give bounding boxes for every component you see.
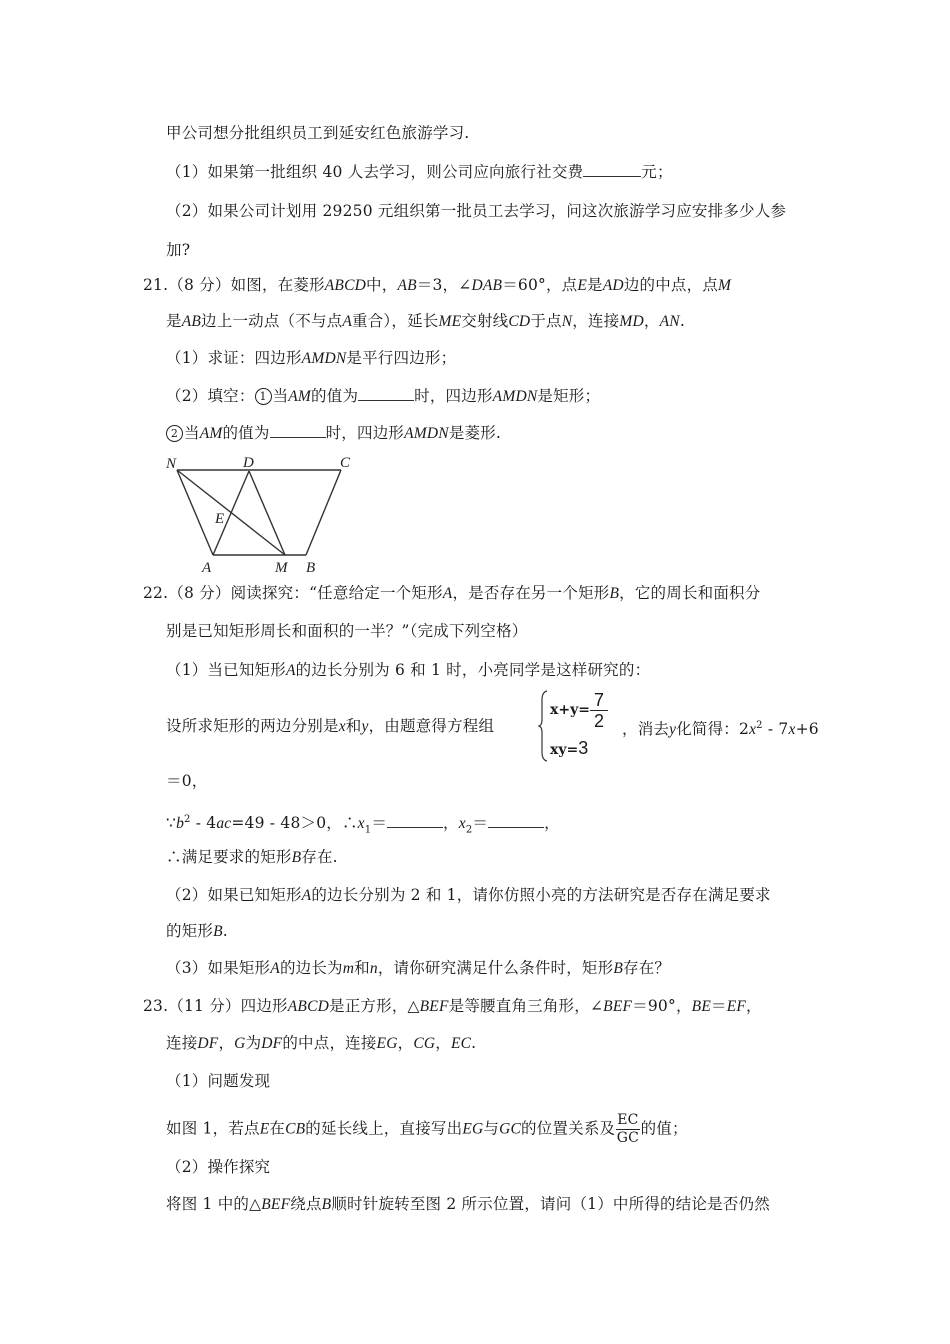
equation-1-lhs: x+y= (550, 702, 590, 718)
text: 是 (166, 312, 182, 330)
text: ＝ (711, 997, 727, 1015)
text: ， (443, 814, 459, 833)
text: 边的中点，点 (623, 276, 719, 294)
text: =49 - 48＞0，∴ (231, 814, 358, 833)
math-var: G (234, 1035, 246, 1052)
math-var: AM (288, 388, 312, 405)
text: 和 (354, 959, 370, 977)
text: ， (397, 1034, 414, 1052)
text: 是矩形； (537, 387, 601, 405)
math-var: AN (659, 313, 680, 330)
text: 是菱形. (448, 424, 502, 442)
text: 如图 1，若点 (166, 1119, 260, 1138)
text: 的边长分别为 6 和 1 时，小亮同学是这样研究的： (295, 661, 651, 679)
text: 时，四边形 (414, 387, 493, 405)
text: 的值为 (222, 424, 270, 442)
math-var: A (342, 313, 353, 330)
answer-blank-x2[interactable] (488, 813, 544, 828)
text: 的延长线上，直接写出 (305, 1119, 463, 1138)
text: ，请你研究满足什么条件时，矩形 (377, 959, 614, 977)
text: 重合），延长 (352, 312, 439, 330)
math-var: y (669, 721, 677, 739)
math-var: ac (216, 815, 232, 833)
label-C: C (340, 455, 351, 471)
text: ，连接 (572, 312, 620, 330)
math-var: m (342, 960, 355, 977)
equation-system (538, 690, 618, 762)
label-B: B (306, 560, 316, 575)
text: 是等腰直角三角形，∠ (448, 997, 604, 1015)
text: ∴满足要求的矩形 (166, 848, 292, 866)
text: 阅读探究：“任意给定一个矩形 (230, 584, 443, 602)
math-var: b (176, 815, 185, 833)
q23-section1-text (166, 1112, 688, 1147)
text: 是 (587, 276, 603, 294)
math-var: DF (261, 1035, 283, 1052)
math-var: B (321, 1196, 332, 1213)
text: 当 (272, 387, 289, 405)
math-var: E (259, 1120, 270, 1138)
text: 设所求矩形的两边分别是 (166, 717, 339, 735)
q22-discriminant (166, 810, 560, 840)
question-number: 23. (143, 997, 169, 1015)
label-N: N (166, 456, 177, 472)
fraction-denominator: 2 (593, 711, 604, 731)
equation-2-rhs: 3 (578, 738, 589, 758)
math-var: CG (413, 1035, 436, 1052)
math-var: B (609, 585, 620, 602)
answer-blank[interactable] (583, 162, 641, 177)
text: 和 (345, 717, 362, 735)
text: ， (643, 312, 660, 330)
q21-part2-b (166, 423, 501, 444)
q20-part1-unit: 元； (641, 163, 673, 181)
text: 当 (184, 424, 200, 442)
text: 时，四边形 (325, 424, 405, 442)
text: ，它的周长和面积分 (619, 584, 761, 602)
text: 的边长为 (279, 959, 343, 977)
text: 的值为 (311, 387, 359, 405)
question-score: （8 分） (168, 276, 231, 294)
text: ， (746, 997, 762, 1015)
fraction-denominator: GC (616, 1130, 640, 1146)
math-var: AB (181, 313, 202, 330)
text: 绕点 (290, 1195, 322, 1213)
label-D: D (243, 455, 254, 471)
math-var: y (361, 718, 369, 735)
q21-line2 (166, 311, 685, 332)
math-var: x (749, 721, 757, 739)
answer-blank[interactable] (358, 386, 414, 401)
math-var: AD (602, 277, 624, 294)
math-var: B (291, 849, 302, 866)
math-var: ABCD (287, 998, 330, 1015)
math-var: MD (619, 313, 644, 330)
text: 与 (483, 1119, 500, 1138)
math-var: DAB (471, 277, 503, 294)
text: 顺时针旋转至图 2 所示位置，请问（1）中所得的结论是否仍然 (331, 1195, 770, 1213)
text: ＝90°， (632, 997, 692, 1015)
q22-therefore (166, 847, 338, 868)
math-var: BEF (603, 998, 633, 1015)
label-E: E (215, 511, 225, 527)
math-var: EC (450, 1035, 472, 1052)
equation-2-lhs: xy= (550, 742, 579, 758)
answer-blank[interactable] (270, 423, 326, 438)
q23-line1 (143, 996, 762, 1017)
text: 中， (366, 276, 398, 294)
text: 交射线 (461, 312, 509, 330)
math-var: BEF (419, 998, 449, 1015)
text: 为 (245, 1034, 262, 1052)
q22-eq-zero: ＝0， (166, 772, 208, 790)
text: （1）当已知矩形 (166, 661, 286, 679)
text: （2）填空： (166, 387, 255, 405)
math-var: BE (691, 998, 711, 1015)
q21-part2 (166, 386, 600, 407)
math-var: AMDN (404, 425, 449, 442)
q22-part2-line1 (166, 885, 771, 906)
circled-number-1: 1 (255, 388, 272, 405)
q22-line2: 别是已知矩形周长和面积的一半？”（完成下列空格） (166, 622, 528, 640)
text: 的位置关系及 (521, 1119, 616, 1138)
math-var: n (369, 960, 378, 977)
math-var: A (285, 662, 296, 679)
math-var: CB (285, 1120, 306, 1138)
math-var: A (301, 887, 312, 904)
math-var: CD (508, 313, 531, 330)
math-var: EG (462, 1120, 484, 1138)
text: 的边长分别为 2 和 1，请你仿照小亮的方法研究是否存在满足要求 (311, 886, 771, 904)
text: ＝60°，点 (502, 276, 578, 294)
question-score: （11 分） (168, 997, 241, 1015)
q23-line2 (166, 1033, 476, 1054)
math-var: EF (726, 998, 747, 1015)
math-var: GC (499, 1120, 522, 1138)
math-var: x (357, 815, 365, 833)
text: . (679, 312, 685, 330)
text: . (222, 922, 228, 940)
text: （2）如果已知矩形 (166, 886, 302, 904)
math-var: AMDN (492, 388, 538, 405)
math-var: x (788, 721, 796, 739)
math-var: AM (199, 425, 223, 442)
equation-2 (550, 738, 588, 759)
math-var: DF (197, 1035, 219, 1052)
superscript: 2 (756, 720, 763, 731)
text: - 7 (762, 720, 789, 739)
question-number: 22. (143, 584, 169, 602)
q22-part1 (166, 660, 650, 681)
text: （1）求证：四边形 (166, 349, 302, 367)
fraction-ec-over-gc (616, 1112, 639, 1147)
math-var: ABCD (324, 277, 367, 294)
superscript: 2 (184, 814, 191, 825)
q20-part1-text: （1）如果第一批组织 40 人去学习，则公司应向旅行社交费 (166, 163, 584, 181)
text: 是平行四边形； (346, 349, 457, 367)
question-score: （8 分） (168, 584, 231, 602)
text: 连接 (166, 1034, 198, 1052)
math-var: BEF (261, 1196, 291, 1213)
text: 四边形 (240, 997, 288, 1015)
text: - 4 (190, 814, 217, 833)
text: +6 (795, 720, 819, 739)
text: ， (435, 1034, 451, 1052)
text: ，消去 (622, 720, 670, 739)
math-var: AMDN (301, 350, 347, 367)
q22-simplified (622, 716, 819, 740)
question-number: 21. (143, 276, 169, 294)
subscript: 2 (465, 824, 473, 836)
text: 于点 (530, 312, 562, 330)
text: ，是否存在另一个矩形 (452, 584, 610, 602)
math-var: M (718, 277, 732, 294)
math-var: x (458, 815, 466, 833)
math-var: A (442, 585, 453, 602)
text: 是正方形，△ (329, 997, 420, 1015)
text: （3）如果矩形 (166, 959, 271, 977)
answer-blank-x1[interactable] (387, 813, 443, 828)
text: ＝ (371, 814, 388, 833)
q23-section2-text (166, 1194, 770, 1215)
q22-line1 (143, 583, 760, 604)
math-var: x (338, 718, 346, 735)
text: 如图，在菱形 (230, 276, 325, 294)
math-var: B (213, 923, 223, 940)
math-var: E (577, 277, 588, 294)
q21-part1 (166, 348, 456, 369)
left-brace-icon (538, 690, 548, 762)
label-A: A (202, 560, 212, 575)
text: 边上一动点（不与点 (201, 312, 343, 330)
q22-part2-line2 (166, 921, 228, 942)
text: 在 (269, 1119, 286, 1138)
text: ， (218, 1034, 235, 1052)
text: 的值； (640, 1119, 688, 1138)
text: ，由题意得方程组 (368, 717, 495, 735)
q22-part3 (166, 958, 670, 979)
text: ∵ (166, 814, 177, 833)
text: 存在？ (623, 959, 671, 977)
subscript: 1 (364, 824, 372, 836)
math-var: A (270, 960, 280, 977)
math-var: N (561, 313, 573, 330)
text: ， (544, 814, 560, 833)
math-var: B (613, 960, 623, 977)
text: ＝ (472, 814, 489, 833)
text: 存在. (301, 848, 338, 866)
q20-part2-line1: （2）如果公司计划用 29250 元组织第一批员工去学习，问这次旅游学习应安排多少人参 (166, 202, 787, 220)
text: 化简得：2 (676, 720, 750, 739)
geometry-diagram (160, 450, 370, 575)
math-var: AB (397, 277, 417, 294)
intro-line: 甲公司想分批组织员工到延安红色旅游学习. (166, 124, 470, 142)
text: 的中点，连接 (282, 1034, 377, 1052)
math-var: ME (438, 313, 462, 330)
q23-section1-title: （1）问题发现 (166, 1072, 271, 1090)
q20-part2-line2: 加? (166, 241, 191, 259)
circled-number-2: 2 (166, 425, 183, 442)
q22-setup (166, 716, 494, 737)
text: . (471, 1034, 477, 1052)
math-var: EG (376, 1035, 398, 1052)
text: 的矩形 (166, 922, 214, 940)
q23-section2-title: （2）操作探究 (166, 1158, 271, 1176)
text: 将图 1 中的△ (166, 1195, 262, 1213)
rhombus-figure (160, 450, 370, 575)
q21-line1 (143, 275, 731, 296)
fraction-numerator: 7 (590, 690, 608, 711)
fraction-seven-halves (590, 690, 608, 731)
text: ＝3，∠ (416, 276, 472, 294)
label-M: M (275, 560, 288, 575)
q20-part1 (166, 162, 673, 182)
fraction-numerator: EC (617, 1112, 639, 1128)
